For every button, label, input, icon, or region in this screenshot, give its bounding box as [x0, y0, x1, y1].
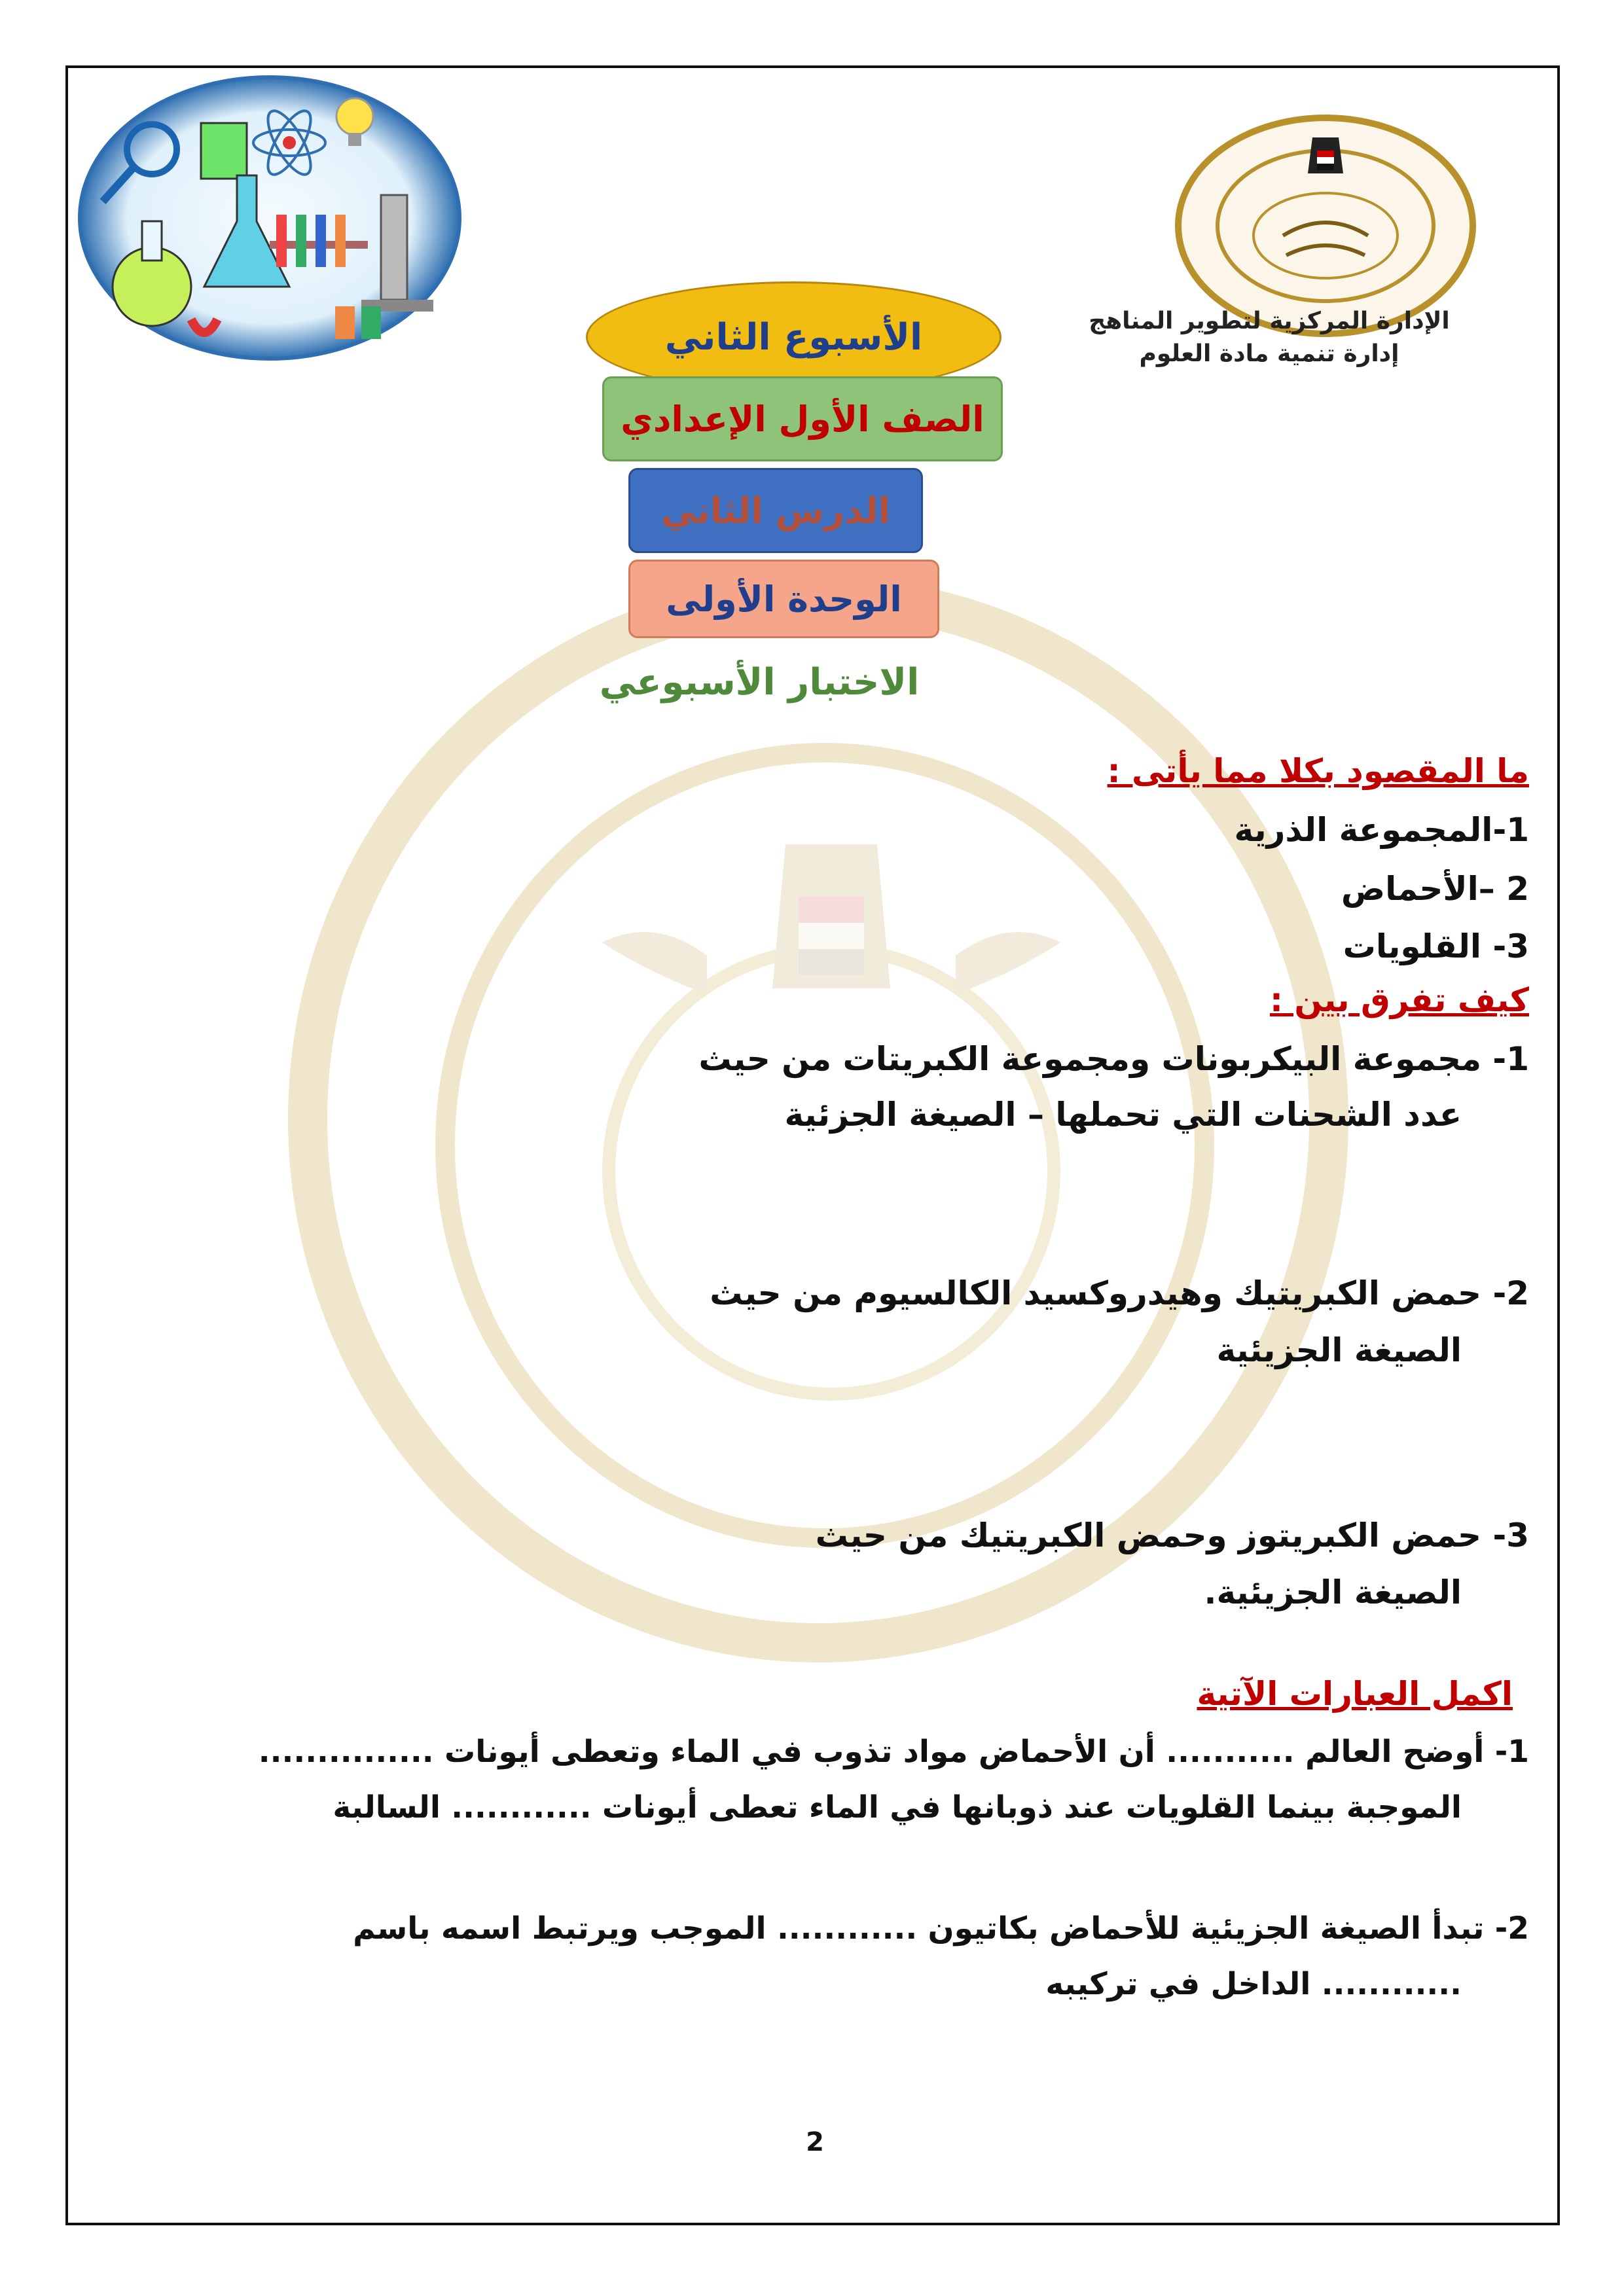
section2-item-1: 1- مجموعة البيكربونات ومجموعة الكبريتات من حيث [698, 1040, 1529, 1078]
section2-heading: كيف تفرق بين : [1270, 981, 1529, 1019]
section2-item-3-cont: الصيغة الجزيئية. [1204, 1573, 1462, 1611]
grade-label: الصف الأول الإعدادي [602, 376, 1003, 461]
section3-item-1: 1- أوضح العالم ........... أن الأحماض مواد تذوب في الماء وتعطى أيونات ............... [258, 1734, 1529, 1770]
section2-item-3: 3- حمض الكبريتوز وحمض الكبريتيك من حيث [815, 1516, 1529, 1554]
section1-item-3: 3- القلويات [1343, 927, 1529, 965]
lesson-label: الدرس الثاني [628, 468, 923, 553]
section3-item-1-cont: الموجبة بينما القلويات عند ذوبانها في الماء تعطى أيونات ............ السالبة [333, 1789, 1462, 1825]
central-dept-line: الإدارة المركزية لتطوير المناهج [1089, 308, 1450, 334]
watermark-seal [196, 530, 1492, 1741]
test-title: الاختبار الأسبوعي [599, 661, 920, 704]
section1-item-2: 2 –الأحماض [1341, 870, 1529, 908]
section3-item-2-cont: ............ الداخل في تركيبه [1045, 1966, 1462, 2002]
section3-heading: اكمل العبارات الآتية [1197, 1675, 1513, 1713]
section1-heading: ما المقصود بكلا مما يأتى : [1107, 752, 1529, 790]
page-number: 2 [806, 2127, 824, 2157]
section2-item-2: 2- حمض الكبريتيك وهيدروكسيد الكالسيوم من حيث [710, 1274, 1529, 1312]
week-label: الأسبوع الثاني [586, 281, 1001, 393]
science-dept-line: إدارة تنمية مادة العلوم [1139, 340, 1399, 367]
section2-item-2-cont: الصيغة الجزيئية [1216, 1331, 1462, 1369]
science-lab-illustration [73, 71, 466, 372]
section3-item-2: 2- تبدأ الصيغة الجزيئية للأحماض بكاتيون ............ الموجب ويرتبط اسمه باسم [353, 1910, 1529, 1946]
unit-label: الوحدة الأولى [628, 560, 939, 638]
section2-item-1-cont: عدد الشحنات التي تحملها – الصيغة الجزئية [784, 1096, 1462, 1134]
section1-item-1: 1-المجموعة الذرية [1234, 811, 1529, 849]
